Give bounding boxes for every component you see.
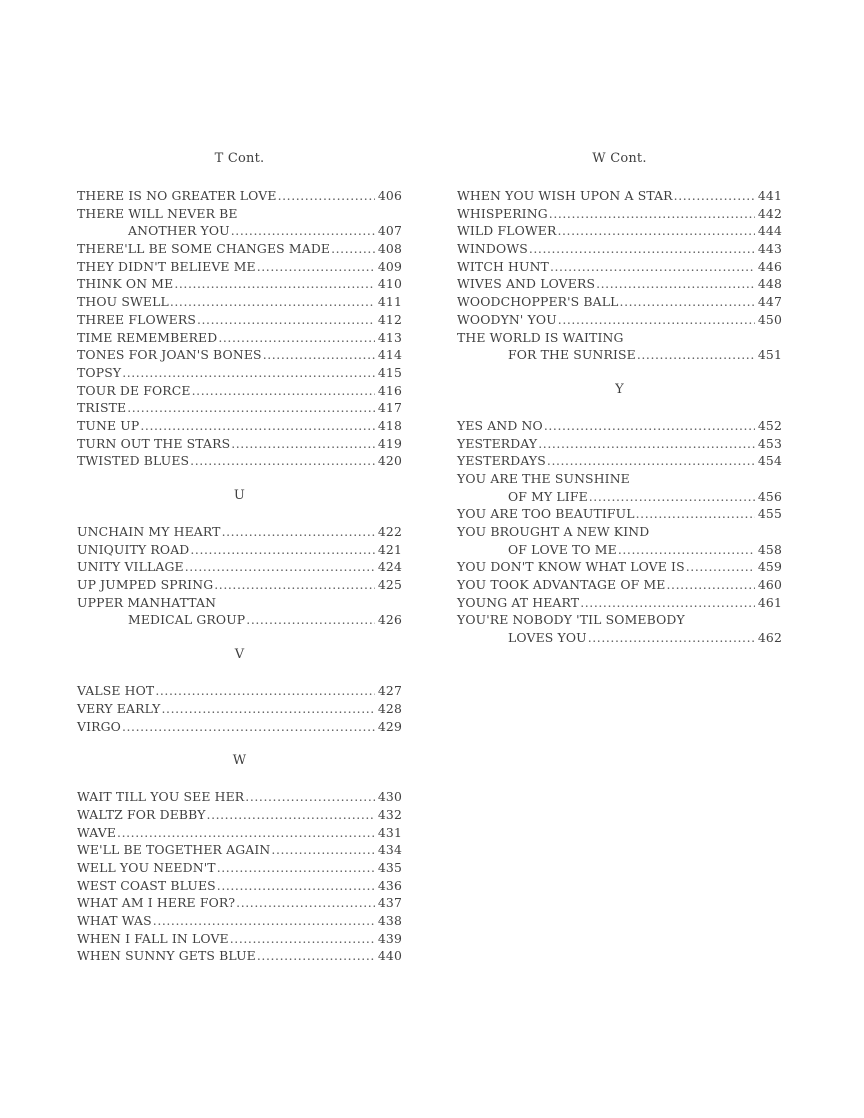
dot-leader bbox=[235, 894, 375, 912]
entry-page-number: 453 bbox=[757, 435, 782, 451]
entry-page-number: 441 bbox=[757, 188, 782, 203]
entry-page-number: 420 bbox=[377, 453, 402, 469]
entry-title: UP JUMPED SPRING bbox=[77, 577, 214, 593]
entry-page-number: 414 bbox=[377, 347, 402, 363]
entry-title: YES AND NO bbox=[457, 417, 543, 433]
dot-leader bbox=[139, 417, 375, 435]
entry-title: WEST COAST BLUES bbox=[77, 877, 216, 893]
toc-entry bbox=[457, 452, 782, 470]
dot-leader bbox=[619, 293, 755, 311]
dot-leader bbox=[635, 505, 755, 523]
dot-leader bbox=[685, 558, 755, 576]
toc-entry bbox=[457, 594, 782, 612]
dot-leader bbox=[213, 576, 375, 594]
entry-page-number: 440 bbox=[377, 948, 402, 964]
toc-entry bbox=[457, 293, 782, 311]
entry-title: TOUR DE FORCE bbox=[77, 382, 191, 398]
section-heading: W bbox=[232, 753, 247, 769]
entry-title: THREE FLOWERS bbox=[77, 311, 196, 327]
entry-page-number: 442 bbox=[757, 205, 782, 221]
entry-title-line1: YOU ARE THE SUNSHINE bbox=[457, 470, 630, 486]
entry-page-number: 422 bbox=[377, 524, 402, 539]
toc-entry bbox=[77, 346, 402, 364]
dot-leader bbox=[595, 275, 755, 293]
toc-entry bbox=[457, 576, 782, 594]
entry-page-number: 416 bbox=[377, 382, 402, 398]
entry-page-number: 428 bbox=[377, 700, 402, 716]
entry-page-number: 446 bbox=[757, 258, 782, 274]
dot-leader bbox=[116, 824, 375, 842]
entry-title: THOU SWELL bbox=[77, 294, 169, 310]
dot-leader bbox=[189, 541, 375, 559]
toc-entry bbox=[77, 222, 402, 240]
entry-title-line1: YOU'RE NOBODY 'TIL SOMEBODY bbox=[457, 612, 685, 628]
entry-title: VIRGO bbox=[77, 718, 121, 734]
toc-entry bbox=[77, 417, 402, 435]
entry-title: TIME REMEMBERED bbox=[77, 329, 218, 345]
entry-page-number: 412 bbox=[377, 311, 402, 327]
entry-title: VALSE HOT bbox=[77, 683, 155, 699]
right-column bbox=[457, 150, 782, 647]
dot-leader bbox=[666, 576, 755, 594]
dot-leader bbox=[216, 859, 375, 877]
entry-title: FOR THE SUNRISE bbox=[508, 347, 636, 363]
dot-leader bbox=[196, 311, 375, 329]
entry-page-number: 461 bbox=[757, 594, 782, 610]
dot-leader bbox=[244, 788, 375, 806]
entry-page-number: 415 bbox=[377, 364, 402, 380]
entry-title: YOUNG AT HEART bbox=[457, 594, 580, 610]
entry-title: WHAT AM I HERE FOR? bbox=[77, 895, 236, 911]
entry-title: UNCHAIN MY HEART bbox=[77, 524, 221, 539]
toc-entry bbox=[77, 877, 402, 895]
section-heading: Y bbox=[615, 381, 624, 397]
entry-title: ANOTHER YOU bbox=[128, 223, 230, 239]
entry-title-line1: THERE WILL NEVER BE bbox=[77, 205, 238, 221]
entry-page-number: 434 bbox=[377, 842, 402, 858]
entry-title: TWISTED BLUES bbox=[77, 453, 190, 469]
toc-entry bbox=[77, 912, 402, 930]
entry-title: WHAT WAS bbox=[77, 913, 152, 928]
toc-entry bbox=[77, 894, 402, 912]
toc-entry bbox=[457, 629, 782, 647]
entry-title: THERE IS NO GREATER LOVE bbox=[77, 188, 277, 203]
toc-entry bbox=[457, 541, 782, 559]
dot-leader bbox=[548, 205, 755, 223]
entry-page-number: 419 bbox=[377, 435, 402, 451]
entry-title: WE'LL BE TOGETHER AGAIN bbox=[77, 842, 271, 858]
section-heading: U bbox=[233, 488, 246, 503]
toc-entry bbox=[77, 841, 402, 859]
dot-leader bbox=[121, 718, 375, 736]
entry-title: WOODYN' YOU bbox=[457, 311, 557, 327]
entry-page-number: 460 bbox=[757, 577, 782, 593]
entry-title: THINK ON ME bbox=[77, 276, 174, 292]
entry-title: UNITY VILLAGE bbox=[77, 559, 184, 575]
dot-leader bbox=[189, 452, 375, 470]
section-heading: W Cont. bbox=[592, 151, 647, 166]
entry-page-number: 417 bbox=[377, 400, 402, 416]
dot-leader bbox=[549, 258, 755, 276]
toc-entry bbox=[457, 275, 782, 293]
entry-title: YOU ARE TOO BEAUTIFUL bbox=[457, 506, 635, 522]
entry-title: WELL YOU NEEDN'T bbox=[77, 859, 216, 875]
dot-leader bbox=[330, 240, 375, 258]
entry-page-number: 435 bbox=[377, 859, 402, 875]
entry-page-number: 407 bbox=[377, 223, 402, 239]
entry-title: WHEN YOU WISH UPON A STAR bbox=[457, 188, 673, 203]
toc-entry bbox=[457, 505, 782, 523]
entry-title: WHISPERING bbox=[457, 205, 548, 221]
toc-entry bbox=[77, 187, 402, 205]
entry-page-number: 452 bbox=[757, 417, 782, 433]
toc-entry bbox=[457, 488, 782, 506]
entry-page-number: 429 bbox=[377, 718, 402, 734]
toc-entry bbox=[77, 311, 402, 329]
entry-page-number: 447 bbox=[757, 294, 782, 310]
entry-page-number: 406 bbox=[377, 188, 402, 203]
entry-title: OF LOVE TO ME bbox=[508, 541, 617, 557]
toc-entry bbox=[77, 558, 402, 576]
toc-entry bbox=[77, 788, 402, 806]
entry-page-number: 432 bbox=[377, 806, 402, 822]
entry-title: TURN OUT THE STARS bbox=[77, 435, 231, 451]
entry-title: WIVES AND LOVERS bbox=[457, 276, 596, 292]
dot-leader bbox=[556, 222, 754, 240]
entry-page-number: 459 bbox=[757, 559, 782, 575]
entry-title-line1: YOU BROUGHT A NEW KIND bbox=[457, 524, 650, 539]
toc-entry bbox=[457, 435, 782, 453]
entry-title: WITCH HUNT bbox=[457, 258, 549, 274]
entry-page-number: 410 bbox=[377, 276, 402, 292]
toc-entry bbox=[77, 930, 402, 948]
entry-title: WILD FLOWER bbox=[457, 223, 557, 239]
entry-title: TUNE UP bbox=[77, 417, 140, 433]
dot-leader bbox=[217, 329, 375, 347]
toc-entry bbox=[77, 700, 402, 718]
entry-title: WINDOWS bbox=[457, 241, 528, 257]
entry-title-line1: THE WORLD IS WAITING bbox=[457, 329, 624, 345]
dot-leader bbox=[229, 930, 375, 948]
left-column bbox=[77, 150, 402, 965]
entry-page-number: 454 bbox=[757, 453, 782, 469]
dot-leader bbox=[557, 311, 755, 329]
entry-title: MEDICAL GROUP bbox=[128, 612, 246, 628]
entry-page-number: 436 bbox=[377, 877, 402, 893]
entry-page-number: 424 bbox=[377, 559, 402, 575]
toc-entry bbox=[77, 293, 402, 311]
entry-title: THERE'LL BE SOME CHANGES MADE bbox=[77, 241, 331, 257]
dot-leader bbox=[256, 947, 375, 965]
entry-title: THEY DIDN'T BELIEVE ME bbox=[77, 258, 256, 274]
entry-page-number: 430 bbox=[377, 789, 402, 805]
toc-entry bbox=[77, 718, 402, 736]
toc-entry bbox=[457, 205, 782, 223]
dot-leader bbox=[126, 399, 375, 417]
dot-leader bbox=[579, 594, 755, 612]
entry-title-line1: UPPER MANHATTAN bbox=[77, 594, 217, 610]
entry-title: YESTERDAY bbox=[457, 435, 538, 451]
dot-leader bbox=[270, 841, 374, 859]
toc-entry bbox=[77, 382, 402, 400]
entry-title: TONES FOR JOAN'S BONES bbox=[77, 347, 262, 363]
entry-title: VERY EARLY bbox=[77, 700, 161, 716]
entry-page-number: 444 bbox=[757, 223, 782, 239]
entry-page-number: 437 bbox=[377, 895, 402, 911]
entry-title: OF MY LIFE bbox=[508, 488, 588, 504]
entry-page-number: 455 bbox=[757, 506, 782, 522]
entry-title: WHEN SUNNY GETS BLUE bbox=[77, 948, 256, 964]
dot-leader bbox=[230, 222, 375, 240]
entry-page-number: 408 bbox=[377, 241, 402, 257]
toc-entry bbox=[457, 417, 782, 435]
dot-leader bbox=[543, 417, 755, 435]
entry-title: TRISTE bbox=[77, 400, 127, 416]
dot-leader bbox=[184, 558, 375, 576]
toc-entry bbox=[457, 187, 782, 205]
toc-entry bbox=[77, 435, 402, 453]
dot-leader bbox=[673, 187, 755, 205]
entry-title: WAIT TILL YOU SEE HER bbox=[77, 789, 245, 805]
entry-page-number: 448 bbox=[757, 276, 782, 292]
toc-entry bbox=[457, 222, 782, 240]
dot-leader bbox=[245, 611, 375, 629]
toc-entry bbox=[77, 576, 402, 594]
toc-entry bbox=[77, 329, 402, 347]
toc-entry bbox=[77, 806, 402, 824]
dot-leader bbox=[262, 346, 375, 364]
toc-entry bbox=[77, 824, 402, 842]
entry-page-number: 427 bbox=[377, 683, 402, 699]
entry-page-number: 443 bbox=[757, 241, 782, 257]
dot-leader bbox=[161, 700, 375, 718]
entry-title: WOODCHOPPER'S BALL bbox=[457, 294, 619, 310]
dot-leader bbox=[230, 435, 375, 453]
dot-leader bbox=[216, 877, 375, 895]
toc-entry bbox=[457, 311, 782, 329]
entry-title: WALTZ FOR DEBBY bbox=[77, 806, 206, 822]
toc-entry bbox=[457, 558, 782, 576]
dot-leader bbox=[588, 488, 755, 506]
dot-leader bbox=[121, 364, 375, 382]
toc-entry bbox=[457, 240, 782, 258]
entry-page-number: 421 bbox=[377, 541, 402, 557]
entry-page-number: 439 bbox=[377, 930, 402, 946]
dot-leader bbox=[277, 187, 375, 205]
dot-leader bbox=[537, 435, 755, 453]
entry-title: TOPSY bbox=[77, 364, 122, 380]
dot-leader bbox=[528, 240, 755, 258]
entry-page-number: 451 bbox=[757, 347, 782, 363]
toc-entry bbox=[77, 364, 402, 382]
entry-title: YOU DON'T KNOW WHAT LOVE IS bbox=[457, 559, 685, 575]
dot-leader bbox=[154, 682, 375, 700]
toc-entry bbox=[77, 859, 402, 877]
toc-entry bbox=[77, 523, 402, 541]
dot-leader bbox=[617, 541, 755, 559]
toc-entry bbox=[77, 258, 402, 276]
entry-page-number: 418 bbox=[377, 417, 402, 433]
toc-entry bbox=[77, 240, 402, 258]
toc-entry bbox=[77, 682, 402, 700]
toc-entry bbox=[77, 399, 402, 417]
entry-title: LOVES YOU bbox=[508, 630, 587, 646]
dot-leader bbox=[546, 452, 755, 470]
dot-leader bbox=[191, 382, 375, 400]
entry-page-number: 450 bbox=[757, 311, 782, 327]
entry-page-number: 438 bbox=[377, 913, 402, 928]
dot-leader bbox=[206, 806, 375, 824]
toc-entry bbox=[77, 452, 402, 470]
toc-entry bbox=[77, 611, 402, 629]
toc-entry bbox=[77, 275, 402, 293]
entry-page-number: 425 bbox=[377, 577, 402, 593]
entry-page-number: 462 bbox=[757, 630, 782, 646]
entry-page-number: 409 bbox=[377, 258, 402, 274]
entry-title: YOU TOOK ADVANTAGE OF ME bbox=[457, 577, 666, 593]
toc-entry bbox=[457, 346, 782, 364]
toc-entry bbox=[77, 541, 402, 559]
dot-leader bbox=[152, 912, 375, 930]
toc-entry bbox=[457, 258, 782, 276]
entry-title: UNIQUITY ROAD bbox=[77, 541, 190, 557]
entry-page-number: 426 bbox=[377, 612, 402, 628]
entry-title: YESTERDAYS bbox=[457, 453, 546, 469]
entry-page-number: 456 bbox=[757, 488, 782, 504]
entry-page-number: 431 bbox=[377, 824, 402, 840]
dot-leader bbox=[169, 293, 375, 311]
entry-title: WHEN I FALL IN LOVE bbox=[77, 930, 229, 946]
dot-leader bbox=[587, 629, 755, 647]
entry-page-number: 411 bbox=[377, 294, 402, 310]
dot-leader bbox=[256, 258, 375, 276]
entry-page-number: 413 bbox=[377, 329, 402, 345]
dot-leader bbox=[221, 523, 375, 541]
dot-leader bbox=[173, 275, 375, 293]
section-heading: V bbox=[234, 647, 245, 663]
entry-page-number: 458 bbox=[757, 541, 782, 557]
dot-leader bbox=[636, 346, 755, 364]
section-heading: T Cont. bbox=[214, 151, 265, 166]
entry-title: WAVE bbox=[77, 824, 117, 840]
toc-entry bbox=[77, 947, 402, 965]
